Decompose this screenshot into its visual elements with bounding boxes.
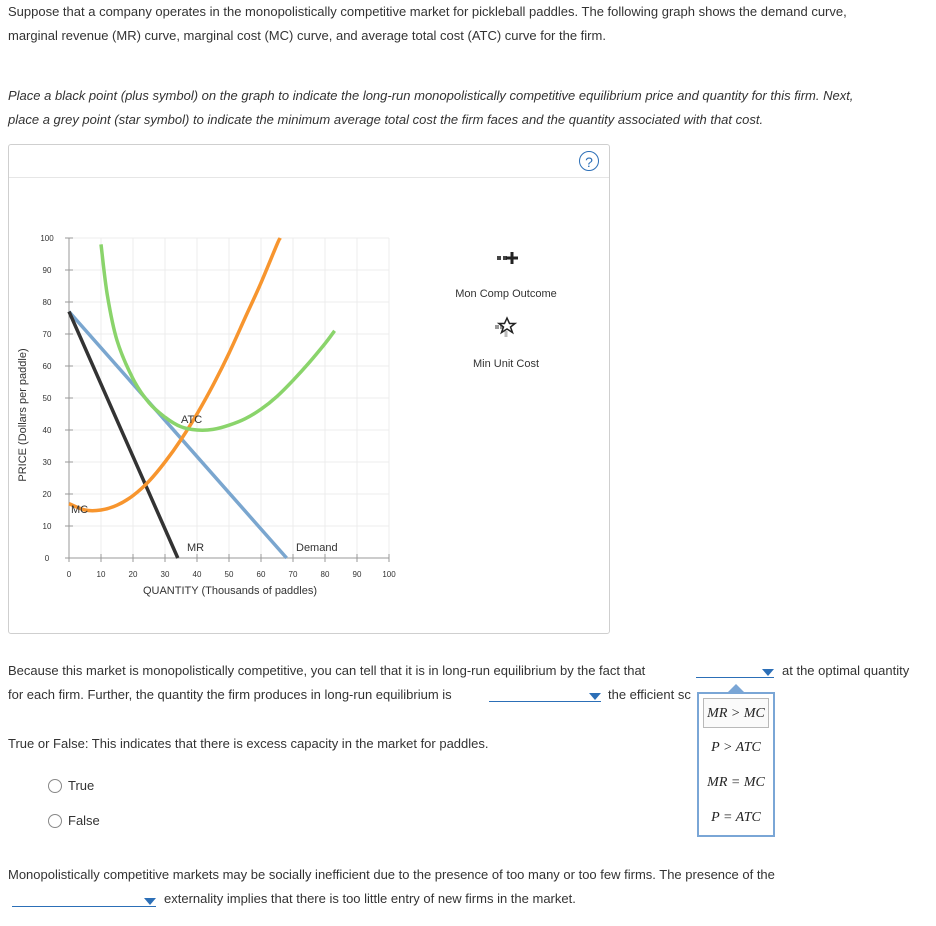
q3-text-1: Monopolistically competitive markets may be socially inefficient due to the presence of too many or too few firms. The presence of the [8,867,775,882]
y-tick-label: 90 [42,266,52,275]
curve-mr [69,312,178,558]
x-tick-label: 40 [192,570,202,579]
x-tick-label: 100 [382,570,396,579]
instruction-line-1: Place a black point (plus symbol) on the graph to indicate the long-run monopolistically competitive equilibrium price and quantity for this firm. Next, [8,88,854,103]
x-tick-label: 60 [256,570,266,579]
x-tick-label: 30 [160,570,170,579]
y-tick-label: 40 [42,426,52,435]
x-tick-label: 0 [66,570,72,579]
q1-text-1: Because this market is monopolistically competitive, you can tell that it is in long-run equilibrium by the fact that [8,663,646,678]
chart-svg [9,145,609,633]
dropdown-option-p-gt-atc[interactable]: P > ATC [711,740,761,755]
q1-text-3: for each firm. Further, the quantity the firm produces in long-run equilibrium is [8,687,452,702]
y-tick-label: 80 [42,298,52,307]
q2-prompt: True or False: This indicates that there is excess capacity in the market for paddles. [8,736,489,751]
atc-label: ATC [181,414,203,426]
y-tick-label: 0 [44,554,50,563]
plus-point-tool[interactable] [497,252,518,264]
x-tick-label: 80 [320,570,330,579]
curve-demand [69,312,287,558]
star-icon [499,318,515,333]
mc-label: MC [71,504,89,516]
y-tick-label: 10 [42,522,52,531]
x-tick-label: 20 [128,570,138,579]
y-axis-title: PRICE (Dollars per paddle) [17,348,29,482]
radio-true-label[interactable]: True [68,778,95,793]
intro-line-2: marginal revenue (MR) curve, marginal cost (MC) curve, and average total cost (ATC) curve for the firm. [8,28,606,43]
y-tick-label: 30 [42,458,52,467]
radio-false[interactable] [48,814,62,828]
chevron-down-icon [589,693,601,700]
x-tick-label: 90 [352,570,362,579]
graph-panel [8,144,610,634]
dropdown-menu-caret [728,684,744,692]
q1-text-4: the efficient sc [608,687,691,702]
q1-text-2: at the optimal quantity [782,663,910,678]
radio-false-label[interactable]: False [68,813,100,828]
dropdown-option-mr-gt-mc[interactable]: MR > MC [703,698,769,728]
curve-atc [101,244,335,430]
x-tick-label: 50 [224,570,234,579]
y-tick-label: 60 [42,362,52,371]
dropdown-menu [697,692,775,837]
mr-label: MR [187,542,205,554]
chevron-down-icon [762,669,774,676]
dropdown-option-p-eq-atc[interactable]: P = ATC [711,810,761,825]
q1-dropdown-1[interactable] [696,663,774,678]
star-point-tool[interactable] [495,318,515,337]
help-icon[interactable]: ? [579,151,599,171]
ticks [40,234,396,579]
instruction-line-2: place a grey point (star symbol) to indicate the minimum average total cost the firm faces and the quantity associated with that cost. [8,112,764,127]
q3-dropdown[interactable] [12,892,156,907]
grid [69,238,389,558]
x-tick-label: 70 [288,570,298,579]
x-tick-label: 10 [96,570,106,579]
y-tick-label: 50 [42,394,52,403]
y-tick-label: 100 [40,234,54,243]
x-axis-title: QUANTITY (Thousands of paddles) [142,585,318,597]
radio-true[interactable] [48,779,62,793]
q1-dropdown-2[interactable] [489,687,601,702]
star-tool-label: Min Unit Cost [472,358,540,370]
intro-line-1: Suppose that a company operates in the monopolistically competitive market for pickleball paddles. The following graph shows the demand curve, [8,4,847,19]
dropdown-option-mr-eq-mc[interactable]: MR = MC [707,775,765,790]
demand-label: Demand [296,542,338,554]
chevron-down-icon [144,898,156,905]
q3-text-2: externality implies that there is too little entry of new firms in the market. [164,891,576,906]
y-tick-label: 70 [42,330,52,339]
plus-tool-label: Mon Comp Outcome [455,288,557,300]
y-tick-label: 20 [42,490,52,499]
